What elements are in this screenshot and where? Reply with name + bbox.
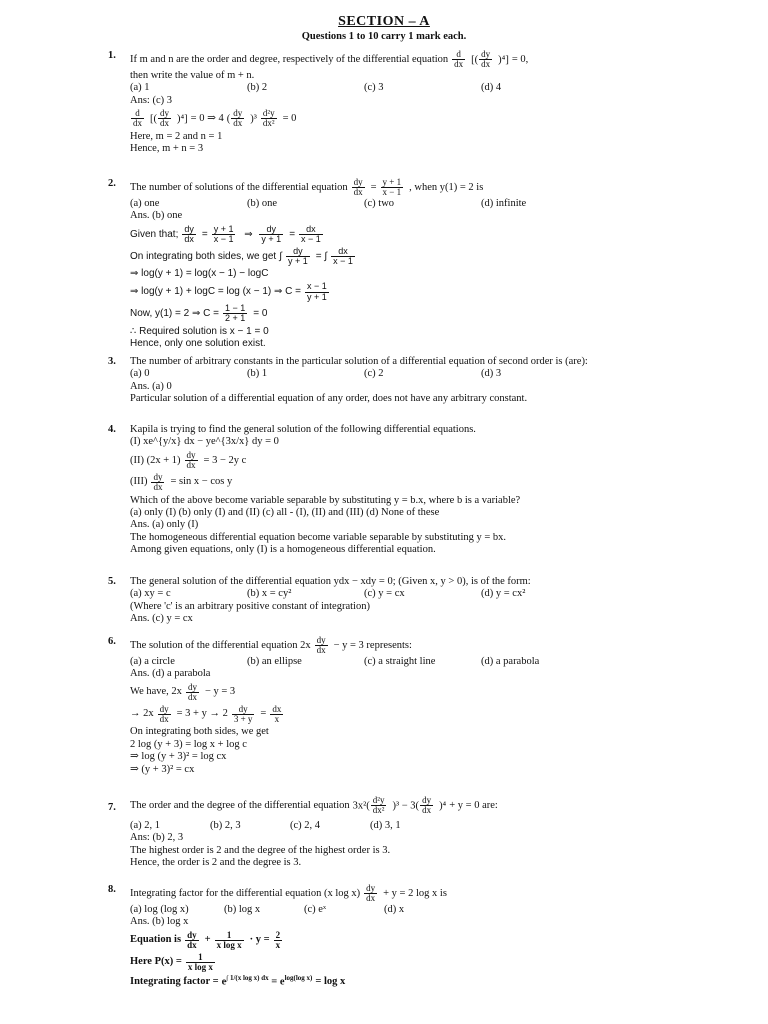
explanation: The highest order is 2 and the degree of the highest order is 3.	[130, 844, 391, 856]
option-c: (c) 2	[364, 368, 384, 380]
answer: Ans. (b) one	[130, 210, 183, 222]
question-5	[108, 576, 668, 626]
option-b: (b) log x	[224, 903, 261, 915]
answer: Ans. (a) only (I)	[130, 519, 199, 531]
section-subtitle: Questions 1 to 10 carry 1 mark each.	[301, 31, 467, 42]
options-row	[130, 656, 668, 668]
options-row	[130, 82, 668, 94]
option-a: (a) xy = c	[130, 588, 171, 600]
solution-line: 2 log (y + 3) = log x + log c	[130, 738, 247, 750]
options-inline: (a) only (I) (b) only (I) and (II) (c) all - (I), (II) and (III) (d) None of these	[130, 506, 440, 518]
option-d: (d) y = cx²	[481, 588, 526, 600]
solution-equation: $\frac{d}{dx}$ [( $\frac{dy}{dx}$ )⁴] = 0 ⇒ 4 ( $\frac{dy}{dx}$ )³ $\frac{\text{d²y}}{\text{dx²}}$ = 0	[133, 108, 297, 129]
solution-equation: Now, y(1) = 2 ⇒ C = $\frac{1 - 1}{2 + 1}$ = 0	[130, 303, 268, 324]
question-4	[108, 424, 668, 556]
solution-equation: On integrating both sides, we get ∫ $\frac{dy}{y + 1}$ = ∫ $\frac{dx}{x - 1}$	[130, 245, 353, 266]
question-2: 2. The number of solutions of the differential equation $\frac{dy}{dx}$ = $\frac{y + 1}{x - 1}$ , when y(1) = 2 is (a) one (b) one (c) two (d) infinite Ans. (b) one Given that; $\frac{dy}{dx}$ = $\frac{y + 1}{x - 1}$ ⇒ $\frac{dy}{y + 1}$ = $\frac{dx}{x - 1}$ On integrating both sides, we get ∫ $\frac{dy}{y + 1}$ = ∫ $\frac{dx}{x - 1}$ ⇒ log(y + 1) = log(x − 1) − logC ⇒ log(y + 1) + logC = log (x − 1) ⇒ C = $\frac{x - 1}{y + 1}$ Now, y(1) = 2 ⇒ C = $\frac{1 - 1}{2 + 1}$ = 0 ∴ Required solution is x − 1 = 0 Hence, only one solution exist.	[108, 178, 668, 350]
question-number: 1.	[108, 50, 116, 61]
question-text: The order and the degree of the differential equation	[130, 799, 350, 811]
solution-equation: We have, 2x $\frac{dy}{dx}$ − y = 3	[130, 681, 236, 703]
option-a: (a) log (log x)	[130, 903, 189, 915]
given-label: Given that;	[130, 228, 179, 240]
equation-tail: = 0,	[511, 53, 529, 65]
options-row	[130, 368, 668, 380]
option-b: (b) 2	[247, 82, 268, 94]
question-number: 4.	[108, 424, 116, 435]
question-text-2: Which of the above become variable separable by substituting y = b.x, where b is a variable?	[130, 494, 521, 506]
question-number: 2.	[108, 178, 116, 189]
option-d: (d) 3, 1	[370, 819, 401, 831]
solution-line: ⇒ (y + 3)² = cx	[130, 763, 195, 775]
options-row	[130, 820, 668, 832]
question-number: 5.	[108, 576, 116, 587]
explanation: Among given equations, only (I) is a homogeneous differential equation.	[130, 544, 436, 555]
solution-equation: → 2x $\frac{dy}{dx}$ = 3 + y → 2 $\frac{dy}{3 + y}$ = $\frac{dx}{x}$	[130, 703, 282, 724]
question-number: 7.	[108, 802, 116, 813]
option-b: (b) 2, 3	[210, 819, 241, 831]
solution-line: Hence, only one solution exist.	[130, 337, 266, 349]
option-c: (c) eˣ	[304, 903, 326, 915]
question-text-2: then write the value of m + n.	[130, 69, 255, 81]
option-d: (d) a parabola	[481, 655, 540, 667]
note: (Where 'c' is an arbitrary positive constant of integration)	[130, 600, 370, 612]
solution-line: ⇒ log(y + 1) = log(x − 1) − logC	[130, 268, 269, 280]
solution-equation: Equation is $\frac{dy}{dx}$ + $\frac{1}{\text{x log x}}$ · y = $\frac{2}{x}$	[130, 929, 281, 951]
option-d: (d) 3	[481, 368, 502, 380]
solution-equation: Integrating factor = $e^{\int 1/(x log x) dx} = e^{log(log x)}$ = log x	[130, 974, 346, 988]
option-c: (c) a straight line	[364, 655, 436, 667]
solution-equation: ⇒ log(y + 1) + logC = log (x − 1) ⇒ C = $\frac{x - 1}{y + 1}$	[130, 281, 327, 302]
option-c: (c) two	[364, 197, 395, 209]
solution-line: ⇒ log (y + 3)² = log cx	[130, 751, 227, 763]
question-number: 3.	[108, 356, 116, 367]
option-b: (b) an ellipse	[247, 655, 302, 667]
option-b: (b) one	[247, 197, 278, 209]
options-row	[130, 904, 668, 916]
option-a: (a) 2, 1	[130, 819, 161, 831]
option-c: (c) 2, 4	[290, 819, 321, 831]
fraction: $\frac{d}{dx}$	[454, 49, 464, 70]
question-text: Integrating factor for the differential equation (x log x)	[130, 887, 361, 899]
equation-mid: = 0 ⇒ 4	[190, 112, 224, 124]
explanation: Hence, the order is 2 and the degree is 3.	[130, 857, 302, 868]
option-b: (b) x = cy²	[247, 588, 292, 600]
section-title: SECTION – A	[338, 14, 430, 29]
equation-i: (I) xe^{y/x} dx − ye^{3x/x} dy = 0	[130, 436, 279, 448]
question-text: The number of arbitrary constants in the particular solution of a differential equation of second order is (are):	[130, 356, 588, 367]
options-row	[130, 198, 668, 210]
question-text: The solution of the differential equation 2x	[130, 639, 311, 651]
explanation: Particular solution of a differential equation of any order, does not have any arbitrary constant.	[130, 393, 528, 405]
answer: Ans. (c) y = cx	[130, 613, 193, 625]
question-8: 8. Integrating factor for the differential equation (x log x) $\frac{dy}{dx}$ + y = 2 log x is (a) log (log x) (b) log x (c) eˣ (d) x Ans. (b) log x Equation is $\frac{dy}{dx}$ + $\frac{1}{\text{x log x}}$ · y = $\frac{2}{x}$ Here P(x) = $\frac{1}{\text{x log x}}$ Integrating factor = $e^{\int 1/(x log x) dx} = e^{log(log x)}$ = log x	[108, 884, 668, 991]
integrating-label: On integrating both sides, we get	[130, 250, 277, 262]
explanation: The homogeneous differential equation become variable separable by substituting y = bx.	[130, 531, 507, 543]
solution-line: ∴ Required solution is x − 1 = 0	[130, 325, 269, 337]
answer: Ans. (d) a parabola	[130, 668, 211, 680]
equation-iii: (III) $\frac{dy}{dx}$ = sin x − cos y	[130, 471, 233, 493]
question-text: Kapila is trying to find the general solution of the following differential equations.	[130, 424, 476, 435]
answer: Ans: (c) 3	[130, 94, 172, 106]
options-row	[130, 588, 668, 600]
bracket-expression: [( $\frac{dy}{dx}$ )⁴]	[471, 49, 509, 70]
option-d: (d) infinite	[481, 197, 527, 209]
solution-equation: Here P(x) = $\frac{1}{\text{x log x}}$	[130, 951, 213, 972]
solution-equation: Given that; $\frac{dy}{dx}$ = $\frac{y + 1}{x - 1}$ ⇒ $\frac{dy}{y + 1}$ = $\frac{dx}{x - 1}$	[130, 223, 321, 245]
option-a: (a) 0	[130, 368, 150, 380]
question-text: If m and n are the order and degree, respectively of the differential equation	[130, 53, 449, 65]
question-text-tail: , when y(1) = 2 is	[409, 181, 484, 193]
option-d: (d) x	[384, 903, 405, 915]
solution-line: Here, m = 2 and n = 1	[130, 130, 223, 142]
answer: Ans: (b) 2, 3	[130, 832, 184, 844]
option-b: (b) 1	[247, 368, 268, 380]
question-text: The number of solutions of the differential equation	[130, 181, 348, 193]
option-a: (a) a circle	[130, 655, 175, 667]
option-a: (a) 1	[130, 82, 150, 94]
question-text: The general solution of the differential equation ydx − xdy = 0; (Given x, y > 0), is of the form:	[130, 576, 531, 587]
option-c: (c) y = cx	[364, 588, 405, 600]
question-number: 8.	[108, 884, 116, 895]
option-d: (d) 4	[481, 82, 502, 94]
question-1	[108, 50, 668, 156]
question-6: 6. The solution of the differential equation 2x $\frac{dy}{dx}$ − y = 3 represents: (a) a circle (b) an ellipse (c) a straight line (d) a parabola Ans. (d) a parabola We have, 2x $\frac{dy}{dx}$ − y = 3 → 2x $\frac{dy}{dx}$ = 3 + y → 2 $\frac{dy}{3 + y}$ = $\frac{dx}{x}$ On integrating both sides, we get 2 log (y + 3) = log x + log c ⇒ log (y + 3)² = log cx ⇒ (y + 3)² = cx	[108, 636, 668, 776]
question-7: 7. The order and the degree of the differential equation 3x²( $\frac{\text{d²y}}{\text{dx²}}$ )³ − 3( $\frac{dy}{dx}$ )⁴ + y = 0 are: (a) 2, 1 (b) 2, 3 (c) 2, 4 (d) 3, 1 Ans: (b) 2, 3 The highest order is 2 and the degree of the highest order is 3. Hence, the order is 2 and the degree is 3.	[108, 796, 668, 869]
question-number: 6.	[108, 636, 116, 647]
solution-line: On integrating both sides, we get	[130, 726, 269, 738]
option-c: (c) 3	[364, 82, 384, 94]
option-a: (a) one	[130, 197, 160, 209]
solution-line: Hence, m + n = 3	[130, 143, 204, 155]
answer: Ans. (a) 0	[130, 380, 172, 392]
answer: Ans. (b) log x	[130, 916, 189, 928]
question-3	[108, 356, 668, 406]
equation-ii: (II) (2x + 1) $\frac{dy}{dx}$ = 3 − 2y c	[130, 449, 247, 471]
